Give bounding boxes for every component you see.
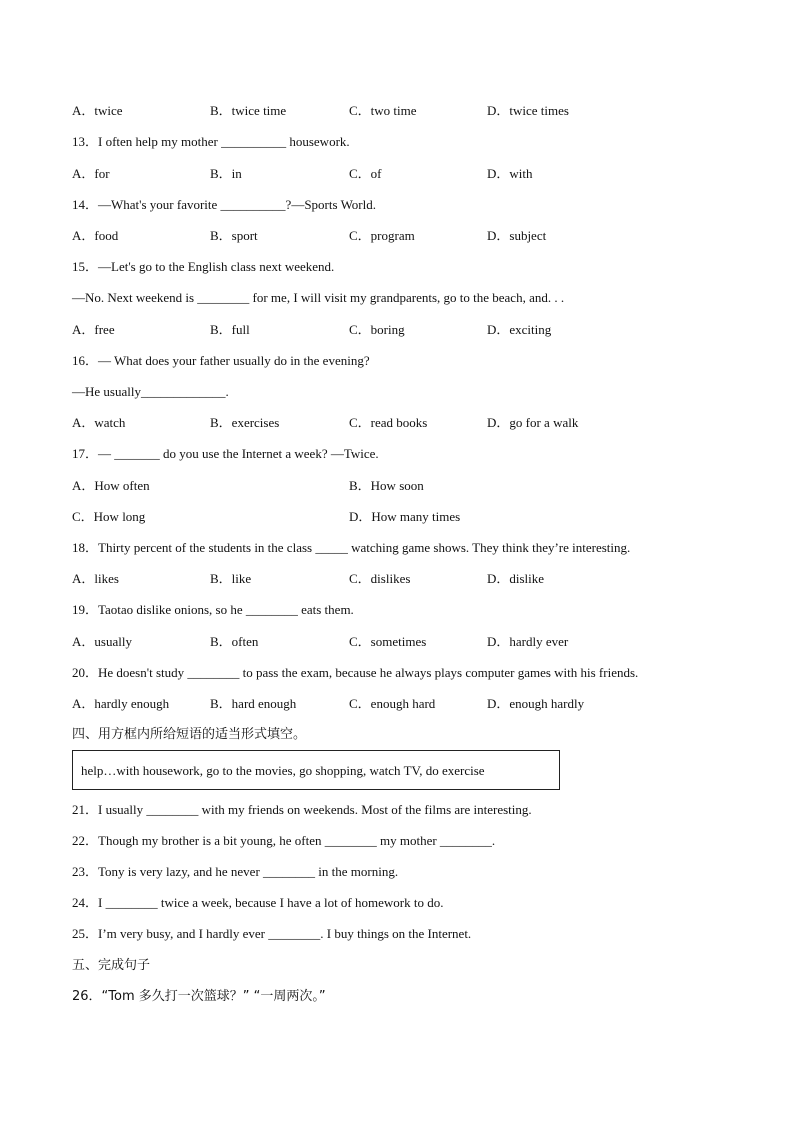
option-d: D．hardly ever	[487, 634, 569, 649]
option-c: C．boring	[349, 322, 405, 337]
question-19: 19．Taotao dislike onions, so he ________ eats them.	[72, 602, 354, 617]
option-b: B．twice time	[210, 103, 287, 118]
option-d: D．enough hardly	[487, 696, 585, 711]
option-c: C．sometimes	[349, 634, 427, 649]
option-b: B．full	[210, 322, 250, 337]
option-a: A．usually	[72, 634, 132, 649]
phrase-box	[72, 750, 560, 790]
option-c: C．enough hard	[349, 696, 436, 711]
option-c: C．two time	[349, 103, 417, 118]
option-b: B．exercises	[210, 415, 280, 430]
question-21: 21．I usually ________ with my friends on weekends. Most of the films are interesting.	[72, 802, 532, 817]
option-d: D．How many times	[349, 509, 461, 524]
option-c: C．dislikes	[349, 571, 411, 586]
option-c: C．How long	[72, 509, 146, 524]
option-d: D．subject	[487, 228, 547, 243]
section-4-heading: 四、用方框内所给短语的适当形式填空。	[72, 727, 307, 742]
phrase-box-text: help…with housework, go to the movies, go shopping, watch TV, do exercise	[81, 763, 485, 778]
option-d: D．dislike	[487, 571, 545, 586]
question-23: 23．Tony is very lazy, and he never ________ in the morning.	[72, 864, 399, 879]
option-c: C．of	[349, 166, 382, 181]
option-c: C．read books	[349, 415, 428, 430]
option-c: C．program	[349, 228, 415, 243]
option-a: A．watch	[72, 415, 126, 430]
option-b: B．like	[210, 571, 252, 586]
question-18: 18．Thirty percent of the students in the class _____ watching game shows. They think they’re interesting.	[72, 540, 631, 555]
option-b: B．hard enough	[210, 696, 297, 711]
question-15-reply: —No. Next weekend is ________ for me, I will visit my grandparents, go to the beach, and. . .	[72, 290, 565, 305]
option-d: D．exciting	[487, 322, 552, 337]
question-15: 15．—Let's go to the English class next weekend.	[72, 259, 335, 274]
option-a: A．How often	[72, 478, 150, 493]
question-14: 14．—What's your favorite __________?—Sports World.	[72, 197, 376, 212]
option-a: A．for	[72, 166, 110, 181]
option-a: A．free	[72, 322, 115, 337]
question-13: 13．I often help my mother __________ housework.	[72, 134, 350, 149]
option-d: D．twice times	[487, 103, 569, 118]
question-22: 22．Though my brother is a bit young, he often ________ my mother ________.	[72, 833, 496, 848]
option-a: A．hardly enough	[72, 696, 170, 711]
question-24: 24．I ________ twice a week, because I have a lot of homework to do.	[72, 895, 444, 910]
option-b: B．sport	[210, 228, 258, 243]
option-a: A．likes	[72, 571, 119, 586]
section-5-heading: 五、完成句子	[72, 958, 151, 973]
option-b: B．How soon	[349, 478, 424, 493]
option-d: D．with	[487, 166, 533, 181]
question-20: 20．He doesn't study ________ to pass the exam, because he always plays computer games with his friends.	[72, 665, 639, 680]
question-16: 16．— What does your father usually do in the evening?	[72, 353, 370, 368]
question-16-reply: —He usually_____________.	[72, 384, 229, 399]
question-25: 25．I’m very busy, and I hardly ever ________. I buy things on the Internet.	[72, 926, 472, 941]
option-a: A．twice	[72, 103, 123, 118]
option-d: D．go for a walk	[487, 415, 579, 430]
question-17: 17．— _______ do you use the Internet a week? —Twice.	[72, 446, 379, 461]
question-26: 26．“Tom 多久打一次篮球？” “一周两次。”	[72, 989, 326, 1004]
option-b: B．in	[210, 166, 242, 181]
option-a: A．food	[72, 228, 119, 243]
option-b: B．often	[210, 634, 259, 649]
